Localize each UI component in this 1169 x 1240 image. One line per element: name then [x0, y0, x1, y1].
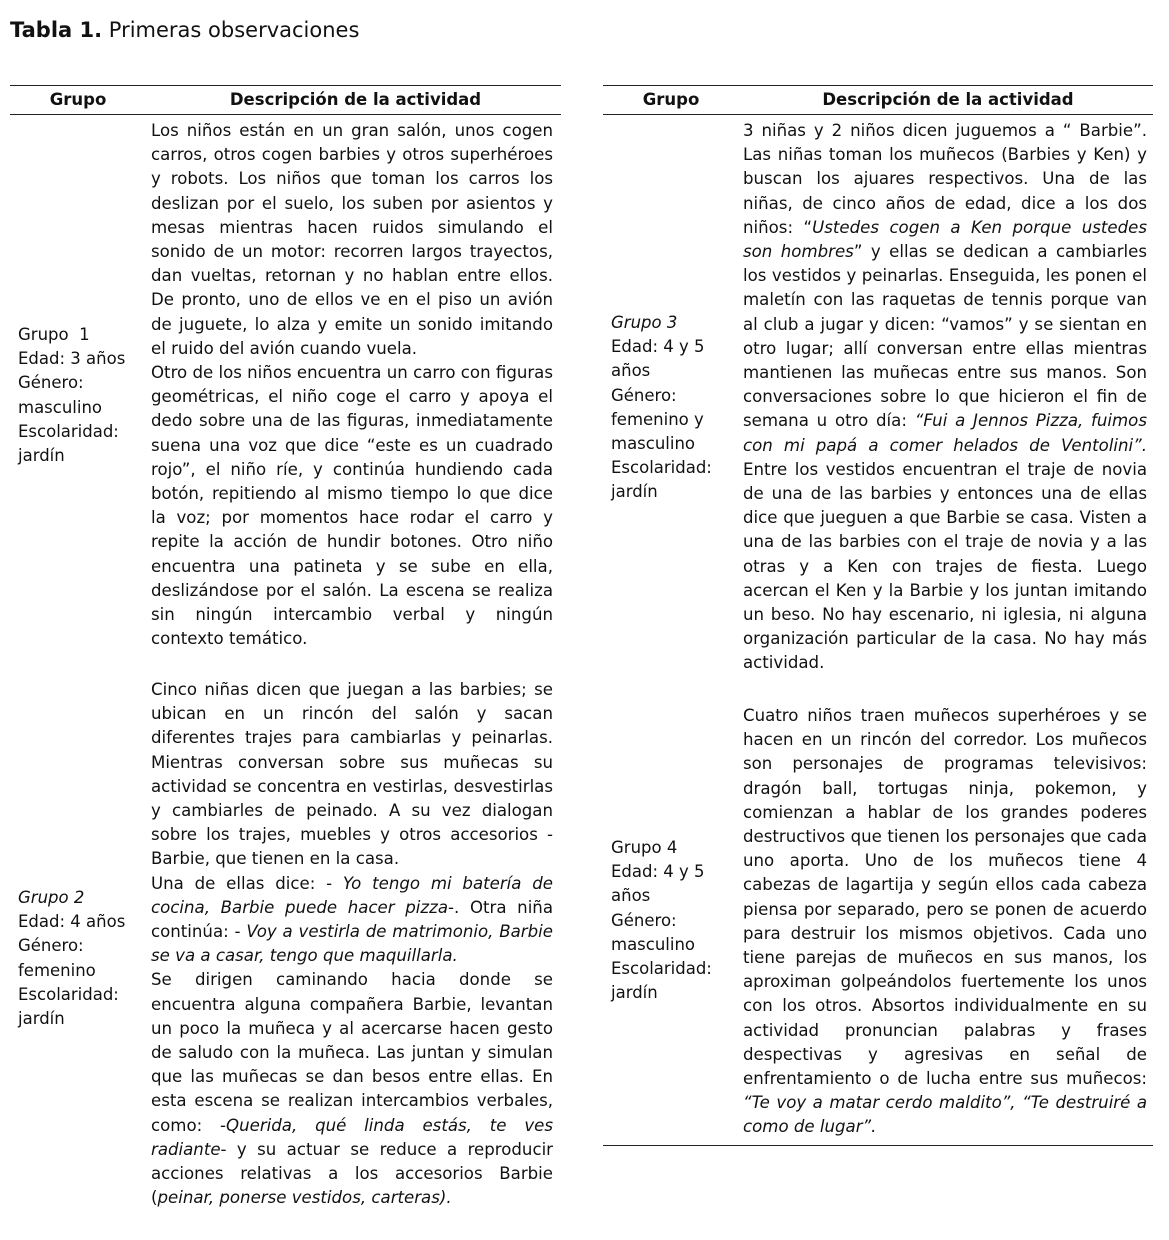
- group-school: jardín: [18, 446, 65, 466]
- group-gender: femenino y masculino: [611, 409, 704, 454]
- header-group: Grupo: [642, 90, 700, 109]
- group-age: Edad: 4 y 5 años: [611, 337, 705, 381]
- group-info: [18, 323, 138, 468]
- header-description: Descripción de la actividad: [822, 90, 1074, 109]
- group-info: [611, 311, 729, 505]
- quote: Querida, qué linda estás, te ves radiante: [151, 1115, 554, 1159]
- observations-table-right: [603, 85, 1153, 1146]
- table-header: [603, 85, 1153, 115]
- table-row-group-3: [603, 115, 1153, 704]
- group-gender: masculino: [18, 397, 103, 417]
- quote: Ustedes cogen a Ken porque ustedes son hombres: [743, 217, 1147, 262]
- table-row-group-4: [603, 704, 1153, 1146]
- group-school: jardín: [18, 1009, 65, 1029]
- group-gender-label: Género:: [611, 910, 677, 930]
- description-paragraph: Se dirigen caminando hacia donde se encuentra alguna compañera Barbie, levantan un poco la muñeca y al acercarse hacen gesto de saludo con la muñeca. Las juntan y simulan que las muñecas se dan besos entre ellas. En esta escena se realizan intercambios verbales, como: -Querida, qué linda estás, te ves radiante- y su actuar se reduce a reproducir acciones relativas a los accesorios Barbie (peinar, ponerse vestidos, carteras).: [151, 970, 554, 1208]
- description-paragraph: Los niños están en un gran salón, unos cogen carros, otros cogen barbies y otros superhéroes y robots. Los niños que toman los carros los deslizan por el suelo, los suben por asientos y mesas mientras hacen ruidos simulando el sonido de un motor: recorren largos trayectos, dan vueltas, retornan y no hablan entre ellos. De pronto, uno de ellos ve en el piso un avión de juguete, lo alza y emite un sonido imitando el ruido del avión cuando vuela.: [151, 121, 553, 358]
- activity-description: [151, 678, 553, 1210]
- group-info: [611, 836, 729, 1005]
- header-group: Grupo: [49, 90, 107, 109]
- description-paragraph: Cuatro niños traen muñecos superhéroes y se hacen en un rincón del corredor. Los muñecos son personajes de programas televisivos: dragón ball, tortugas ninja, pokemon, y comienzan a hablar de los grandes poderes destructivos que tienen los personajes que cada uno aporta. Uno de los muñecos tiene 4 cabezas de lagartija y según ellos cada cabeza piensa por separado, pero se ponen de acuerdo para destruir los mismos objetivos. Cada uno tiene parejas de muñecos en sus manos, los aproximan golpeándolos fuertemente los unos con los otros. Absortos individualmente en su actividad pronuncian palabras y frases despectivas y agresivas en señal de enfrentamiento o de lucha entre sus muñecos: “Te voy a matar cerdo maldito”, “Te destruiré a como de lugar”.: [743, 706, 1147, 1137]
- table-row-group-2: [10, 678, 561, 1240]
- group-info: [18, 886, 138, 1031]
- group-gender: masculino: [611, 934, 696, 954]
- table-header: [10, 85, 561, 115]
- quote: peinar, ponerse vestidos, carteras).: [157, 1188, 452, 1208]
- group-age: Edad: 3 años: [18, 349, 126, 369]
- group-name: Grupo 2: [18, 888, 85, 907]
- activity-description: [151, 115, 553, 651]
- group-school-label: Escolaridad:: [611, 458, 712, 478]
- observations-table-left: [10, 85, 561, 1240]
- group-school-label: Escolaridad:: [18, 984, 119, 1004]
- description-paragraph: Cinco niñas dicen que juegan a las barbies; se ubican en un rincón del salón y sacan diferentes trajes para cambiarlas y peinarlas. Mientras conversan sobre sus muñecas su actividad se concentra en vestirlas, desvestirlas y cambiarles de peinado. A su vez dialogan sobre los trajes, muebles y otros accesorios - Barbie, que tienen en la casa.: [151, 680, 553, 869]
- description-paragraph: 3 niñas y 2 niños dicen juguemos a “ Barbie”. Las niñas toman los muñecos (Barbies y Ken) y buscan los ajuares respectivos. Una de las niñas, de cinco años de edad, dice a los dos niños: “Ustedes cogen a Ken porque ustedes son hombres” y ellas se dedican a cambiarles los vestidos y peinarlas. Enseguida, les ponen el maletín con las raquetas de tennis porque van al club a jugar y dicen: “vamos” y se sientan en otro lugar; allí conversan entre ellas mientras mantienen las muñecas entre sus manos. Son conversaciones sobre lo que hicieron el fin de semana u otro día: “Fui a Jennos Pizza, fuimos con mi papá a comer helados de Ventolini”. Entre los vestidos encuentran el traje de novia de una de las barbies y entonces una de ellas dice que jueguen a que Barbie se casa. Visten a una de las barbies con el traje de novia y a las otras y a Ken con trajes de fiesta. Luego acercan el Ken y la Barbie y los juntan imitando un beso. No hay escenario, ni iglesia, ni alguna organización particular de la casa. No hay más actividad.: [743, 121, 1147, 673]
- group-school-label: Escolaridad:: [18, 421, 119, 441]
- table-row-group-1: [10, 115, 561, 678]
- table-caption-label: Tabla 1.: [10, 18, 103, 42]
- quote: “Te voy a matar cerdo maldito”, “Te destruiré a como de lugar”.: [743, 1093, 1147, 1137]
- quote: Voy a vestirla de matrimonio, Barbie se va a casar, tengo que maquillarla.: [151, 922, 553, 966]
- group-school: jardín: [611, 983, 658, 1003]
- group-age: Edad: 4 años: [18, 912, 126, 932]
- group-gender: femenino: [18, 960, 96, 980]
- group-gender-label: Género:: [18, 373, 84, 393]
- header-description: Descripción de la actividad: [229, 90, 482, 109]
- table-caption-text: Primeras observaciones: [108, 18, 360, 42]
- group-school-label: Escolaridad:: [611, 959, 712, 979]
- quote: “Fui a Jennos Pizza, fuimos con mi papá a comer helados de Ventolini”.: [743, 411, 1147, 455]
- description-paragraph: Una de ellas dice: - Yo tengo mi batería de cocina, Barbie puede hacer pizza-. Otra niña continúa: - Voy a vestirla de matrimonio, Barbie se va a casar, tengo que maquillarla.: [151, 873, 553, 966]
- group-name: Grupo 4: [611, 838, 678, 857]
- group-name: Grupo 1: [18, 325, 90, 344]
- group-gender-label: Género:: [611, 385, 677, 405]
- quote: Yo tengo mi batería de cocina, Barbie puede hacer pizza: [151, 873, 553, 917]
- activity-description: [743, 704, 1147, 1140]
- group-age: Edad: 4 y 5 años: [611, 862, 705, 906]
- table-caption: [10, 18, 359, 42]
- activity-description: [743, 115, 1147, 676]
- group-gender-label: Género:: [18, 936, 84, 956]
- group-name: Grupo 3: [611, 313, 678, 332]
- description-paragraph: Otro de los niños encuentra un carro con figuras geométricas, el niño coge el carro y apoya el dedo sobre una de las figuras, inmediatamente suena una voz que dice “este es un cuadrado rojo”, el niño ríe, y continúa hundiendo cada botón, repitiendo al mismo tiempo lo que dice la voz; por momentos hace rodar el carro y repite la acción de hundir botones. Otro niño encuentra una patineta y se sube en ella, deslizándose por el salón. La escena se realiza sin ningún intercambio verbal y ningún contexto temático.: [151, 363, 553, 649]
- group-school: jardín: [611, 482, 658, 502]
